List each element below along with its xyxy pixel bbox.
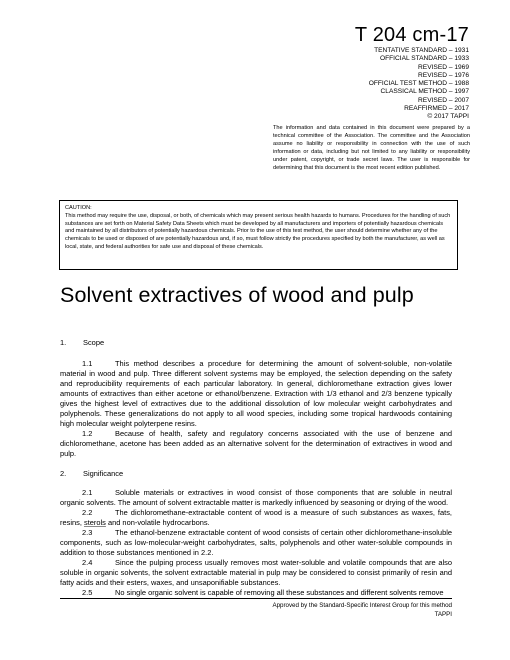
history-line: REAFFIRMED – 2017	[404, 105, 469, 113]
caution-title: CAUTION:	[65, 205, 92, 211]
history-line: OFFICIAL STANDARD – 1933	[379, 55, 469, 63]
paragraph-text: This method describes a procedure for determining the amount of solvent-soluble, non-volatile material in wood and pulp. Three different solvent systems may be employed, the selection depending on the safety and reproducibility requirements of each particular laboratory. In general, dichloromethane extraction gives lower amounts of extractives than either acetone or ethanol/benzene. Extraction with 1/3 ethanol and 2/3 benzene typically gives the highest level of extractives due to the additional dissolution of low molecular weight carbohydrates and polyphenols. These generalizations do not apply to all wood species, including some tropical hardwoods containing high molecular weight polyterpene resins.	[60, 359, 452, 429]
paragraph-text: No single organic solvent is capable of removing all these substances and different solvents remove	[115, 588, 444, 598]
section-title: Significance	[83, 468, 124, 478]
paragraph-1-1	[60, 359, 452, 429]
paragraph-1-2	[60, 429, 452, 459]
page-footer	[272, 602, 452, 619]
paragraph-number: 2.2	[82, 507, 93, 517]
copyright-line: © 2017 TAPPI	[427, 113, 469, 121]
section-title: Scope	[83, 338, 105, 347]
paragraph-text: The ethanol-benzene extractable content of wood consists of certain other dichloromethane-insoluble components, such as low-molecular-weight carbohydrates, salts, polyphenols and other water-soluble compounds in addition to those substances mentioned in 2.2.	[60, 527, 452, 557]
paragraph-2-5	[60, 588, 452, 598]
paragraph-text: and non-volatile hydrocarbons.	[105, 517, 210, 527]
paragraph-text: Because of health, safety and regulatory concerns associated with the use of benzene and dichloromethane, acetone has been added as an alternative solvent for the determination of extractives in wood and pulp.	[60, 429, 452, 459]
footer-org: TAPPI	[434, 610, 452, 618]
section-number: 1.	[60, 338, 67, 347]
section-number: 2.	[60, 468, 67, 478]
paragraph-text: The dichloromethane-extractable content of wood is a measure of such substances as waxes, fats, resins,	[60, 507, 452, 527]
document-title: Solvent extractives of wood and pulp	[60, 283, 414, 307]
history-line: OFFICIAL TEST METHOD – 1988	[368, 80, 469, 88]
history-line: TENTATIVE STANDARD – 1931	[374, 47, 469, 54]
paragraph-text: Soluble materials or extractives in wood consist of those components that are soluble in neutral organic solvents. The amount of solvent extractable matter is markedly influenced by seasoning or drying of the wood.	[60, 487, 452, 507]
paragraph-number: 2.5	[82, 588, 93, 598]
liability-disclaimer: The information and data contained in this document were prepared by a technical committee of the Association. The committee and the Association assume no liability or responsibility in connection with the use of such information or data, including but not limited to any liability or responsibility under patent, copyright, or trade secret laws. The user is responsible for determining that this document is the most recent edition published.	[273, 125, 470, 171]
footer-approval: Approved by the Standard-Specific Interest Group for this method	[272, 602, 452, 609]
spellcheck-underlined-word: sterols	[83, 517, 106, 527]
paragraph-2-2	[60, 508, 452, 528]
section-heading-scope	[60, 338, 452, 348]
paragraph-2-3	[60, 528, 452, 558]
caution-box	[59, 200, 458, 270]
revision-history	[369, 47, 469, 122]
history-line: REVISED – 1976	[418, 71, 469, 79]
paragraph-number: 2.1	[82, 487, 93, 497]
footer-divider	[60, 598, 452, 599]
section-heading-significance	[60, 469, 452, 479]
document-body	[60, 338, 452, 598]
caution-text: This method may require the use, disposal, or both, of chemicals which may present serious health hazards to humans. Procedures for the handling of such substances are set forth on Material Safety Data Sheets which must be developed by all manufacturers and importers of potentially hazardous chemicals and maintained by all distributors of potentially hazardous chemicals. Prior to the use of this test method, the user should determine whether any of the chemicals to be used or disposed of are potentially hazardous and, if so, must follow strictly the procedures specified by both the manufacturer, as well as local, state, and federal authorities for safe use and disposal of these chemicals.	[65, 212, 451, 250]
paragraph-2-1	[60, 488, 452, 508]
history-line: CLASSICAL METHOD – 1997	[380, 88, 469, 96]
paragraph-number: 1.2	[82, 429, 93, 439]
history-line: REVISED – 2007	[418, 96, 469, 104]
history-line: REVISED – 1969	[418, 63, 469, 71]
paragraph-number: 1.1	[82, 359, 93, 369]
paragraph-number: 2.3	[82, 527, 93, 537]
paragraph-number: 2.4	[82, 557, 93, 567]
paragraph-2-4	[60, 558, 452, 588]
paragraph-text: Since the pulping process usually removes most water-soluble and volatile compounds that are also soluble in organic solvents, the solvent extractable material in pulp may be considered to consist primarily of resin and fatty acids and their esters, waxes, and unsaponifiable substances.	[60, 557, 452, 587]
document-number: T 204 cm-17	[354, 24, 469, 46]
